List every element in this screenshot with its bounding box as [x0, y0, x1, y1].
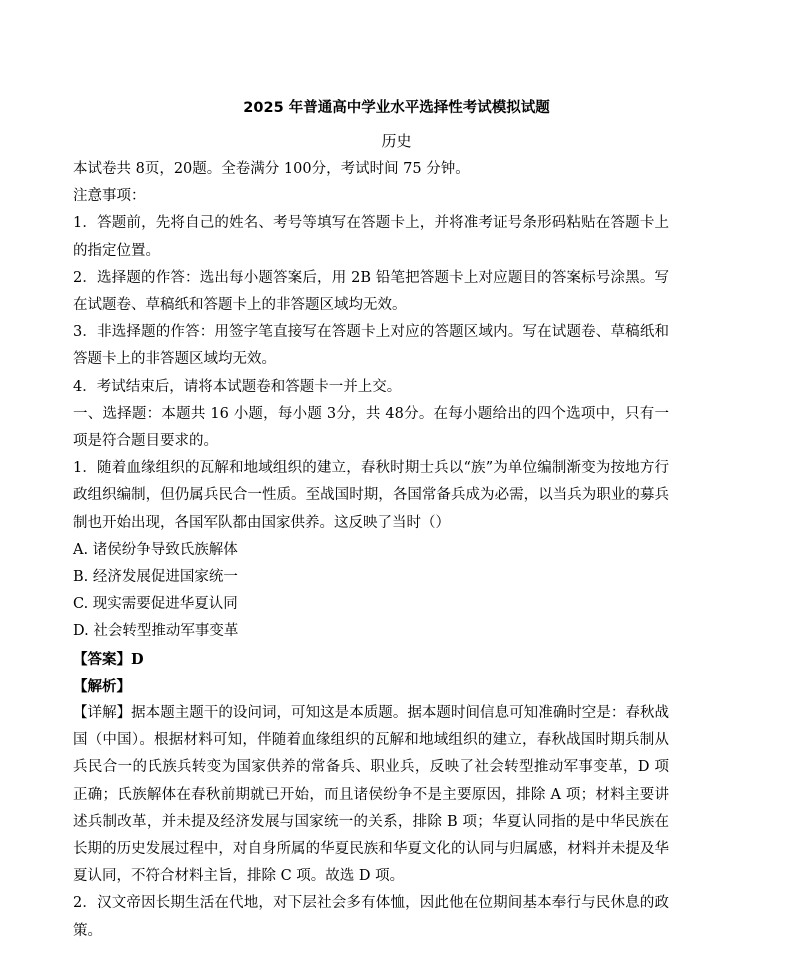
notice-item-1: 1．答题前，先将自己的姓名、考号等填写在答题卡上，并将准考证号条形码粘贴在答题卡上的指定位置。: [73, 215, 669, 259]
subject-heading: 历史: [381, 132, 412, 150]
exam-title: 2025 年普通高中学业水平选择性考试模拟试题: [243, 100, 550, 116]
exam-intro: 本试卷共 8页，20题。全卷满分 100分，考试时间 75 分钟。: [73, 161, 470, 177]
notice-item-3: 3．非选择题的作答：用签字笔直接写在答题卡上对应的答题区域内。写在试题卷、草稿纸和答题卡上的非答题区域均无效。: [73, 324, 669, 368]
answer-line: 【答案】D: [73, 650, 144, 668]
question-1-stem: 1．随着血缘组织的瓦解和地域组织的建立，春秋时期士兵以“族”为单位编制渐变为按地方行政组织编制，但仍属兵民合一性质。至战国时期，各国常备兵成为必需，以当兵为职业的募兵制也开始出现，各国军队都由国家供养。这反映了当时（）: [73, 460, 669, 531]
section-heading: 一、选择题：本题共 16 小题，每小题 3分，共 48分。在每小题给出的四个选项中，只有一项是符合题目要求的。: [73, 405, 669, 450]
analysis-heading: 【解析】: [73, 677, 131, 695]
option-c: C. 现实需要促进华夏认同: [73, 596, 238, 613]
option-b: B. 经济发展促进国家统一: [73, 569, 238, 586]
option-a: A. 诸侯纷争导致氏族解体: [73, 541, 238, 558]
notice-heading: 注意事项：: [73, 188, 146, 205]
document-body: [73, 156, 669, 945]
notice-item-2: 2．选择题的作答：选出每小题答案后，用 2B 铅笔把答题卡上对应题目的答案标号涂黑。写在试题卷、草稿纸和答题卡上的非答题区域均无效。: [73, 269, 669, 314]
question-1-options: [73, 537, 669, 646]
option-d: D. 社会转型推动军事变革: [73, 623, 239, 640]
notice-item-4: 4．考试结束后，请将本试题卷和答题卡一并上交。: [73, 378, 402, 395]
detailed-explanation: 【详解】据本题主题干的设问词，可知这是本质题。据本题时间信息可知准确时空是：春秋战国（中国）。根据材料可知，伴随着血缘组织的瓦解和地域组织的建立，春秋战国时期兵制从兵民合一的氏族兵转变为国家供养的常备兵、职业兵，反映了社会转型推动军事变革，D 项正确；氏族解体在春秋前期就已开始，而且诸侯纷争不是主要原因，排除 A 项；材料主要讲述兵制改革，并未提及经济发展与国家统一的关系，排除 B 项；华夏认同指的是中华民族在长期的历史发展过程中，对自身所属的华夏民族和华夏文化的认同与归属感，材料并未提及华夏认同，不符合材料主旨，排除 C 项。故选 D 项。: [73, 705, 669, 885]
question-2-stem: 2．汉文帝因长期生活在代地，对下层社会多有体恤，因此他在位期间基本奉行与民休息的政策。: [73, 895, 669, 939]
